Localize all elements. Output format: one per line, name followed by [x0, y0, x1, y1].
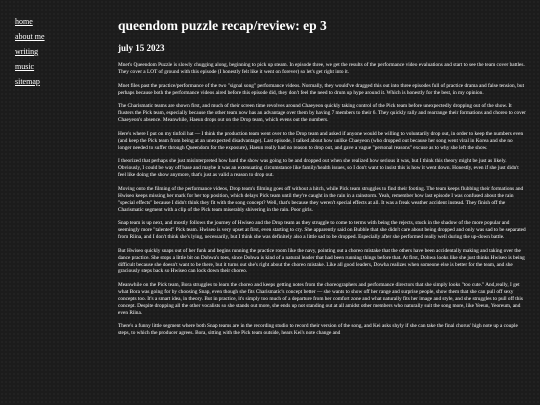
post-content — [118, 18, 526, 344]
post-paragraph: Mnet's Queendom Puzzle is slowly chugging along, beginning to pick up steam. In episode three, we get the results of the performance video evaluations and start to see the team cover battles. They cover a LOT of ground with this episode (I honestly felt like it went on forever) so let's get right into it. — [118, 62, 525, 75]
post-paragraph: The Charismatic teams are shown first, and much of their screen time revolves around Chaeyeon quickly taking control of the Pick team before unexpectedly dropping out of the show. It flusters the Pick team, especially because the other team now has an advantage over them by having 7 members to their 6. They quickly rally and rearrange their formations and choreo to cover Chaeyeon's absence. Meanwhile, Haeun drops out on the Drop team, which evens out the numbers. — [118, 103, 526, 124]
post-paragraph: Mnet files past the practice/performance of the two "signal song" performance videos. Normally, they would've dragged this out into three episodes full of practice drama and false tension, but perhaps because both the performance videos aired before this episode did, they don't feel the need to drum up hype around it. Which is honestly for the best, in my opinion. — [118, 82, 525, 96]
post-paragraph: Meanwhile on the Pick team, Bora struggles to learn the choreo and keeps getting notes from the choreographers and performance directors that she simply looks "too cute." And,really, I get what Bora was going for by choosing Snap, even though she fits Charismatic's concept better — she wants to show off her range and surprise people, show them that she can pull off sexy concepts too. It's a smart idea, in theory. But in practice, it's simply too much of a departure from her comfort zone and what naturally fits her image and style, and she struggles to pull off this concept. Despite dropping all the other vocalists so she stands out more, she ends up not standing out at all amidst other members who naturally suit the song more, like Yeeun, Yeoreum, and even Riina. — [118, 282, 523, 316]
nav-link-music[interactable]: music — [15, 62, 35, 71]
post-title: queendom puzzle recap/review: ep 3 — [118, 18, 327, 33]
nav-link-writing[interactable]: writing — [15, 47, 39, 56]
post-paragraph: There's a funny little segment where both Snap teams are in the recording studio to record their version of the song, and Kei asks shyly if she can take the final chorus' high note up a couple steps, to which the producer agrees. Bora, sitting with the Pick team outside, hears Kei's note change and — [118, 323, 518, 337]
post-paragraph: Here's where I put on my tinfoil hat — I think the production team went over to the Drop team and asked if anyone would be willing to voluntarily drop out, in order to keep the numbers even (and keep the Pick team from being at an unexpected disadvantage). Last episode, I talked about how unlike Chaeyeon (who dropped out because her song went viral in Korea and she no longer needed to suffer through Queendom for the exposure), Haeun really had no reason to drop out, and gave a vague "personal reasons" excuse as to why she left the show. — [118, 130, 524, 151]
post-paragraph: Moving onto the filming of the performance videos, Drop team's filming goes off without a hitch, while Pick team struggles to find their footing. The team keeps flubbing their formations and Hwiseo keeps missing her mark for her top position, which delays Pick team until they're caught in the rain in a rainstorm. Yeah, remember how last episode I was confused about the rain "special effects" because I didn't think they fit with the song concept? Well, that's because they weren't special effects at all. It was a freak weather accident instead. They finish off the Charismatic segment with a clip of the Pick team miserably shivering in the rain. Poor girls. — [118, 185, 524, 213]
post-paragraph: Snap team is up next, and mostly follows the journey of Hwiseo and the Drop team as they struggle to come to terms with being the rejects, stuck in the shadow of the more popular and seemingly more "talented" Pick team. Hwiseo is very upset at first, even starting to cry. She apparently said on Bubble that she didn't care about being dropped and only was sad to be separated from Riina, and I don't think she's lying, necessarily, but I think she was definitely also a little sad to be dropped. Especially after she performed really well during the up-down battle. — [118, 220, 526, 241]
nav-link-about-me[interactable]: about me — [15, 32, 45, 41]
site-navigation — [15, 14, 95, 89]
post-paragraph: But Hwiseo quickly snaps out of her funk and begins running the practice room like the navy, pointing out a choreo mistake that the others have been accidentally making and taking over the dance practice. She stops a little bit on Dohwa's toes, since Dohwa is kind of a natural leader that had been running things before that. At first, Dohwa looks like she just thinks Hwiseo is being difficult because she doesn't want to be there, but it turns out she's right about the choreo mistake. Like all good leaders, Dowha realizes when someone else is better for the team, and she graciously steps back so Hwiseo can lock down their choreo. — [118, 247, 525, 275]
post-date: july 15 2023 — [118, 43, 165, 53]
post-paragraph: I theorized that perhaps she just misinterpreted how hard the show was going to be and dropped out when she realized how serious it was, but I think this theory might be just as likely. Obviously, I could be way off base and maybe it was an extenuating circumstance like family/health issues, so I don't want to insist this is how it went down. Honestly, even if she just didn't feel like doing the show anymore, that's just as valid a reason to drop out. — [118, 158, 519, 179]
nav-link-home[interactable]: home — [15, 17, 33, 26]
nav-link-sitemap[interactable]: sitemap — [15, 77, 40, 86]
